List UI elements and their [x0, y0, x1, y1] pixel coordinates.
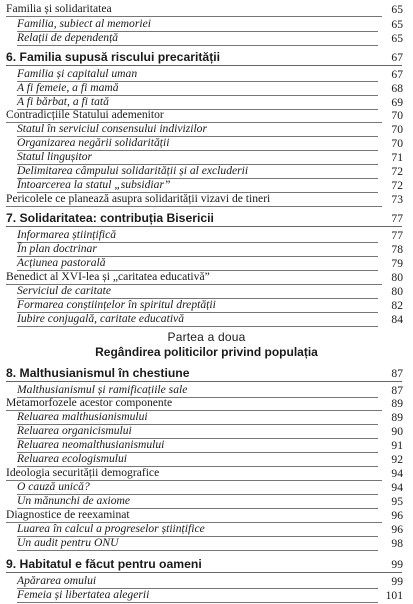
entry-title: Luarea în calcul a progreselor științifice	[17, 522, 205, 535]
entry-title: Apărarea omului	[17, 574, 97, 587]
entry-title: Formarea conștiințelor în spiritul dreptății	[17, 298, 216, 311]
subsection-entry	[17, 410, 378, 425]
subsection-entry	[17, 178, 378, 193]
subsection-entry	[17, 588, 378, 603]
entry-title: Statul în serviciul consensului indivizilor	[17, 122, 207, 135]
toc-row	[0, 312, 413, 328]
page-number: 67	[391, 51, 403, 64]
page-number: 80	[391, 271, 403, 284]
page-number: 70	[391, 109, 403, 122]
entry-title: Reluarea ecologismului	[17, 452, 128, 465]
chapter-divider	[6, 572, 402, 573]
page-number: 91	[391, 439, 403, 452]
toc-row	[0, 536, 413, 552]
entry-title: În plan doctrinar	[17, 242, 97, 255]
page-number: 70	[391, 137, 403, 150]
entry-title: Metamorfozele acestor componente	[6, 396, 173, 409]
entry-title: Ideologia securității demografice	[6, 466, 160, 479]
entry-title: Iubire conjugală, caritate educativă	[17, 312, 184, 325]
subsection-entry	[17, 438, 378, 453]
page-number: 65	[391, 3, 403, 16]
entry-title: Familia și solidaritatea	[6, 2, 112, 15]
chapter-divider	[6, 226, 402, 227]
entry-title: Organizarea negării solidarității	[17, 136, 170, 149]
entry-title: Statul lingușitor	[17, 150, 93, 163]
entry-title: Reluarea malthusianismului	[17, 410, 148, 423]
chapter-entry	[6, 555, 346, 573]
page-number: 82	[391, 299, 403, 312]
entry-title: Un mănunchi de axiome	[17, 494, 131, 507]
entry-title: Familia și capitalul uman	[17, 67, 138, 80]
page-number: 77	[391, 212, 403, 225]
chapter-entry	[6, 48, 346, 66]
entry-title: Malthusianismul și ramificațiile sale	[17, 383, 188, 396]
page-number: 89	[391, 411, 403, 424]
section-entry	[6, 466, 382, 481]
subsection-entry	[17, 536, 378, 551]
page-number: 70	[391, 123, 403, 136]
subsection-entry	[17, 494, 378, 509]
entry-title: Femeia și libertatea alegerii	[17, 588, 150, 601]
entry-title: Reluarea neomalthusianismului	[17, 438, 165, 451]
entry-title: Pericolele ce planează asupra solidarității vizavi de tineri	[6, 192, 271, 205]
part-title: Regândirea politicilor privind populația	[95, 345, 318, 359]
entry-title: Relații de dependență	[17, 31, 119, 44]
chapter-title: 7. Solidaritatea: contribuția Bisericii	[6, 211, 214, 225]
toc-row	[0, 31, 413, 47]
section-entry	[6, 396, 382, 411]
chapter-title: 8. Malthusianismul în chestiune	[6, 366, 190, 380]
entry-title: A fi femeie, a fi mamă	[17, 81, 119, 94]
page-number: 67	[391, 68, 403, 81]
subsection-entry	[17, 284, 378, 299]
page-number: 71	[391, 151, 403, 164]
page-number: 101	[385, 589, 403, 602]
subsection-entry	[17, 522, 378, 537]
chapter-row	[0, 209, 413, 225]
entry-title: Diagnostice de reexaminat	[6, 508, 130, 521]
subsection-entry	[17, 17, 378, 32]
subsection-entry	[17, 242, 378, 257]
chapter-row	[0, 555, 413, 571]
section-entry	[6, 108, 382, 123]
subsection-entry	[17, 480, 378, 495]
entry-title: Serviciul de caritate	[17, 284, 112, 297]
page-number: 79	[391, 257, 403, 270]
page-number: 92	[391, 453, 403, 466]
page-number: 95	[391, 495, 403, 508]
section-entry	[6, 508, 382, 523]
page-number: 84	[391, 313, 403, 326]
page-number: 80	[391, 285, 403, 298]
chapter-entry	[6, 209, 346, 227]
chapter-entry	[6, 364, 346, 382]
subsection-entry	[17, 122, 378, 137]
chapter-divider	[6, 65, 402, 66]
subsection-entry	[17, 256, 378, 271]
entry-title: Reluarea organicismului	[17, 424, 132, 437]
subsection-entry	[17, 136, 378, 151]
page-number: 78	[391, 243, 403, 256]
page-number: 94	[391, 467, 403, 480]
page-number: 96	[391, 523, 403, 536]
entry-title: Un audit pentru ONU	[17, 536, 119, 549]
entry-title: Delimitarea câmpului solidarității și al excluderii	[17, 164, 249, 177]
subsection-entry	[17, 298, 378, 313]
page-number: 72	[391, 179, 403, 192]
subsection-entry	[17, 150, 378, 165]
entry-title: A fi bărbat, a fi tată	[17, 95, 109, 108]
entry-title: Familia, subiect al memoriei	[17, 17, 151, 30]
page-number: 94	[391, 481, 403, 494]
chapter-title: 6. Familia supusă riscului precarității	[6, 50, 221, 64]
page-number: 99	[391, 558, 403, 571]
subsection-entry	[17, 228, 378, 243]
page-number: 89	[391, 397, 403, 410]
subsection-entry	[17, 452, 378, 467]
page-number: 72	[391, 165, 403, 178]
page-number: 69	[391, 96, 403, 109]
section-entry	[6, 270, 382, 285]
page-number: 96	[391, 509, 403, 522]
page-number: 73	[391, 193, 403, 206]
subsection-entry	[17, 67, 378, 82]
chapter-divider	[6, 381, 402, 382]
page-number: 87	[391, 384, 403, 397]
entry-title: Contradicțiile Statului ademenitor	[6, 108, 164, 121]
page-number: 87	[391, 367, 403, 380]
subsection-entry	[17, 424, 378, 439]
subsection-entry	[17, 31, 378, 46]
subsection-entry	[17, 312, 378, 327]
toc-row	[0, 192, 413, 208]
subsection-entry	[17, 164, 378, 179]
page-number: 68	[391, 82, 403, 95]
page-number: 65	[391, 32, 403, 45]
part-heading: Partea a doua	[167, 330, 246, 344]
page-number: 90	[391, 425, 403, 438]
page-number: 77	[391, 229, 403, 242]
page-number: 99	[391, 575, 403, 588]
chapter-row	[0, 48, 413, 64]
toc-row	[0, 2, 413, 18]
entry-title: Informarea științifică	[17, 228, 117, 241]
page-number: 98	[391, 537, 403, 550]
subsection-entry	[17, 574, 378, 589]
entry-title: O cauză unică?	[17, 480, 90, 493]
chapter-row	[0, 364, 413, 380]
subsection-entry	[17, 81, 378, 96]
page-number: 65	[391, 18, 403, 31]
entry-title: Acțiunea pastorală	[17, 256, 106, 269]
entry-title: Întoarcerea la statul „subsidiar”	[17, 178, 171, 191]
toc-row	[0, 588, 413, 604]
section-entry	[6, 192, 382, 207]
entry-title: Benedict al XVI-lea și „caritatea educativă”	[6, 270, 210, 283]
chapter-title: 9. Habitatul e făcut pentru oameni	[6, 557, 202, 571]
section-entry	[6, 2, 382, 17]
